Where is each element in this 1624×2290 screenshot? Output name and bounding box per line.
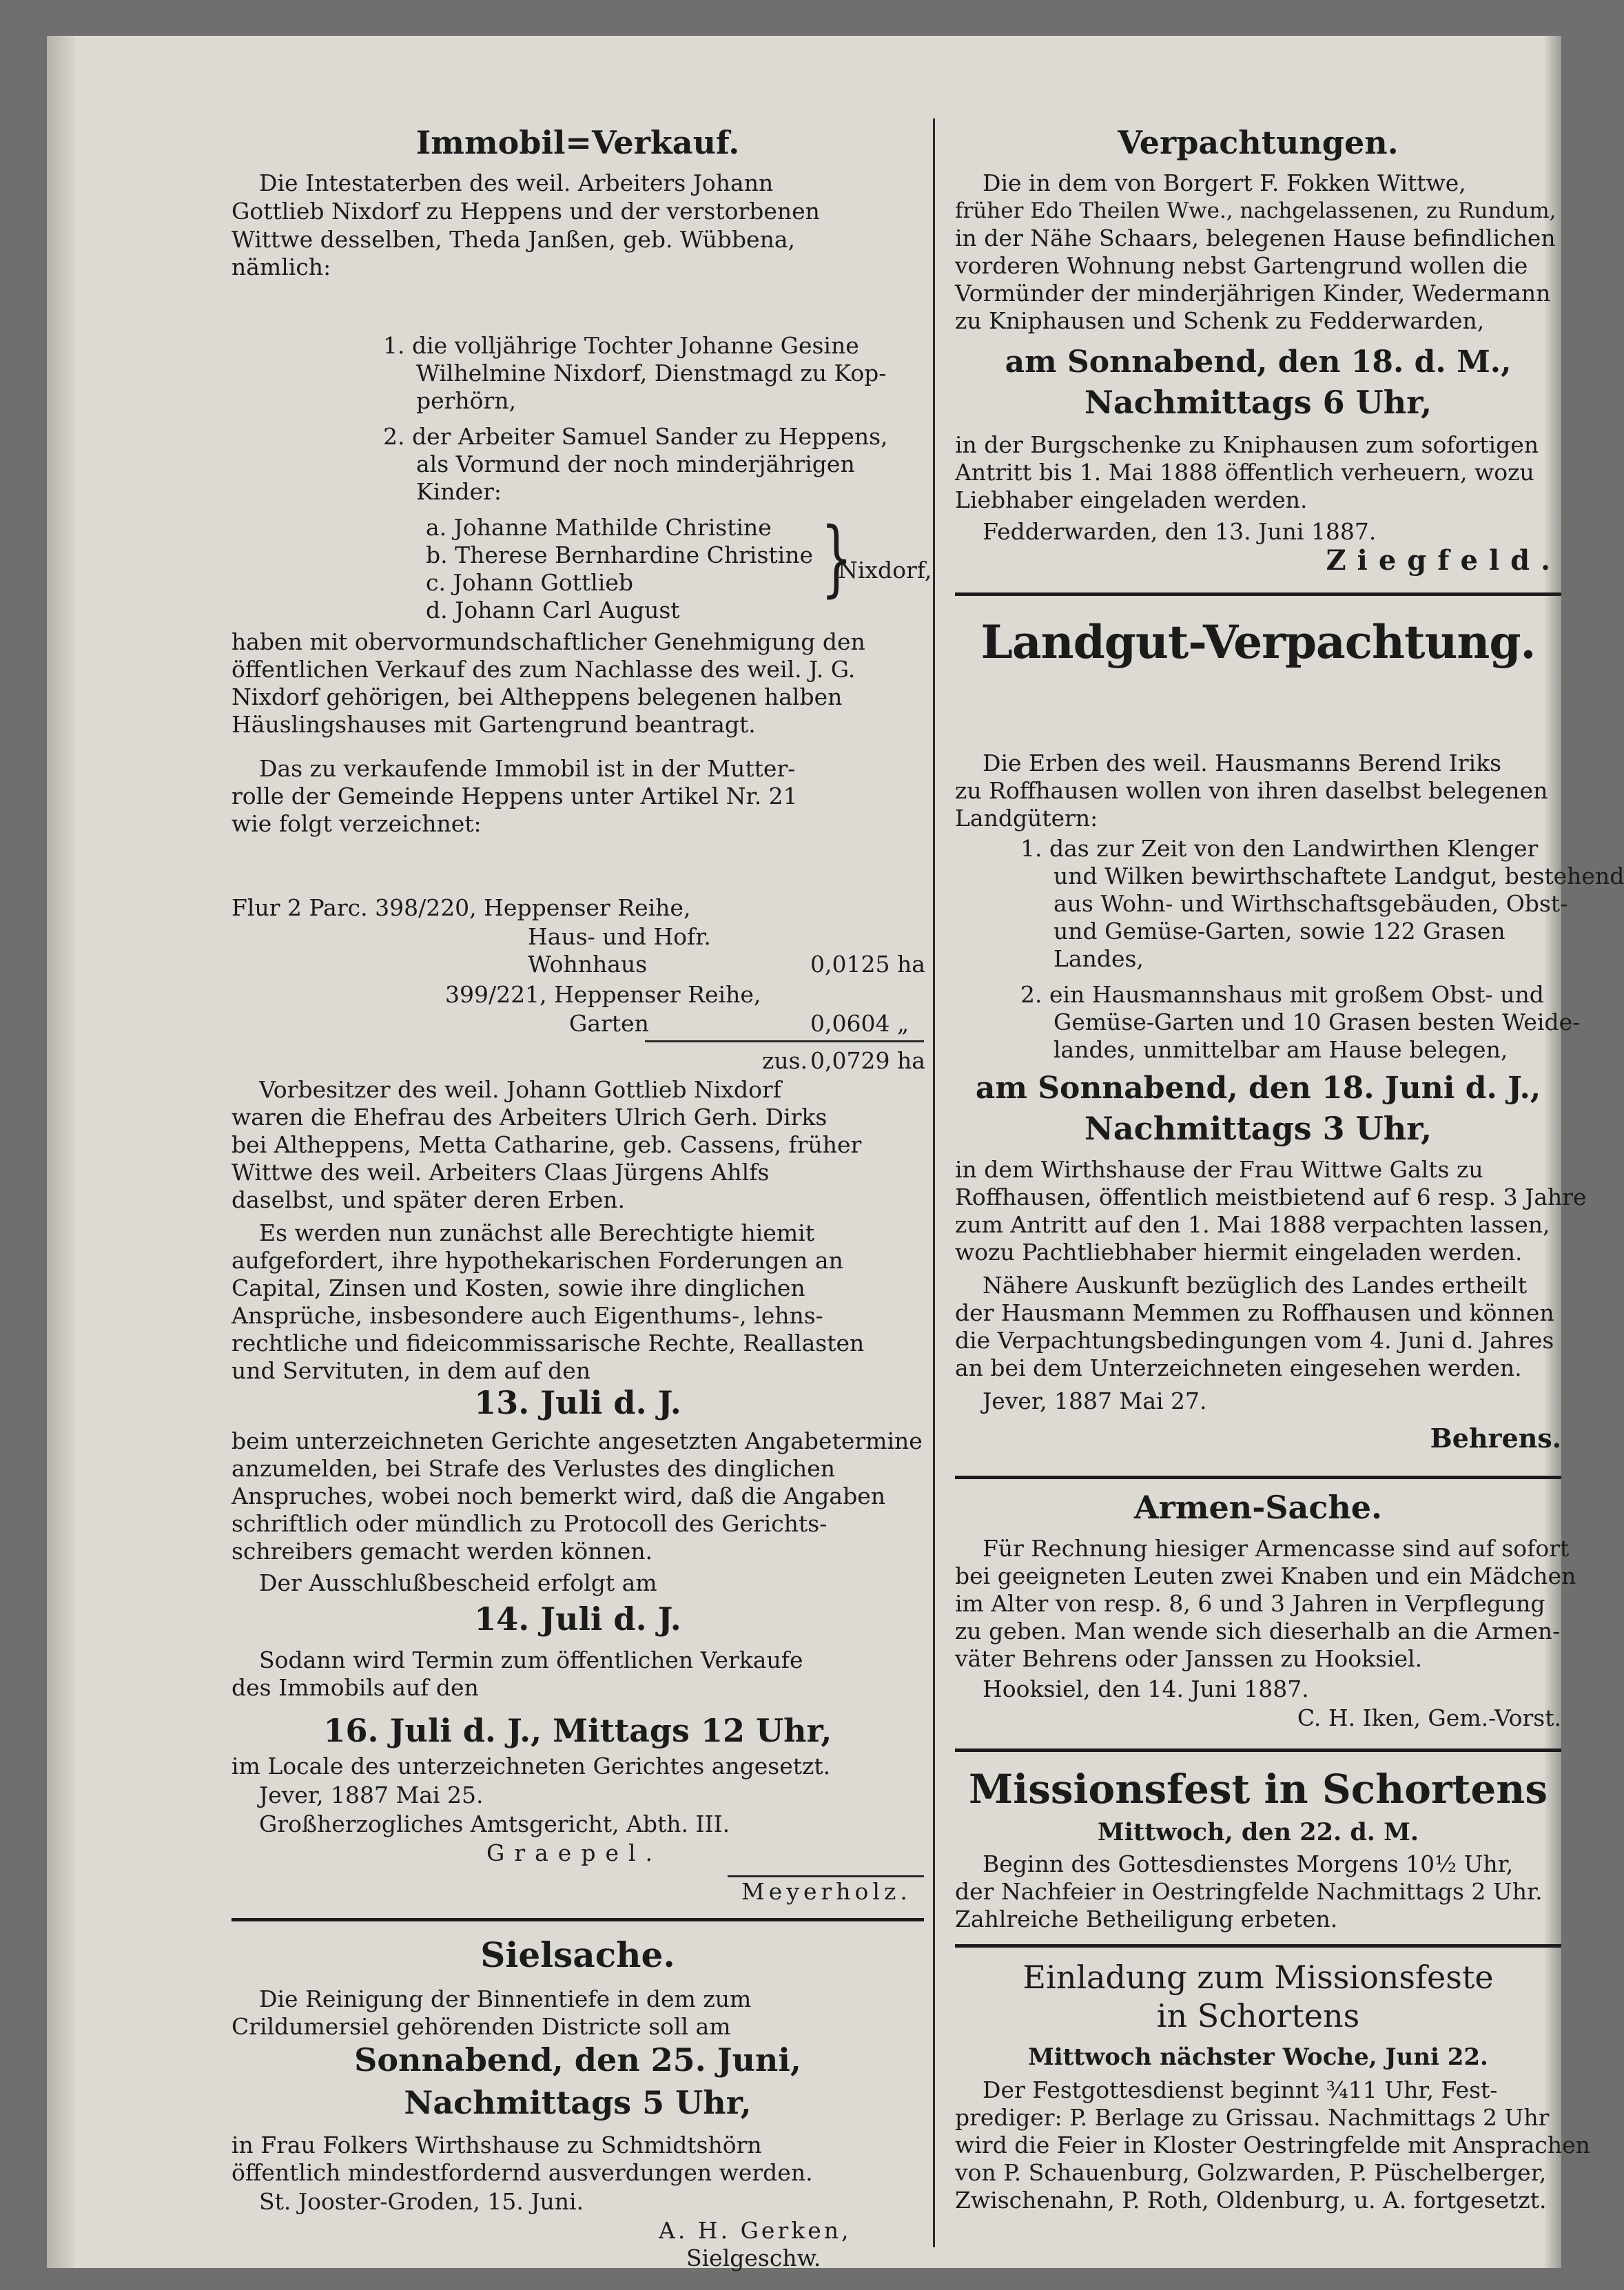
landgut-date: am Sonnabend, den 18. Juni d. J.,: [975, 1071, 1541, 1106]
list-item: d. Johann Carl August: [426, 597, 680, 623]
mission-date: Mittwoch, den 22. d. M.: [1097, 1818, 1419, 1846]
section-rule: [955, 592, 1561, 596]
siel-sign-2: Sielgeschw.: [686, 2245, 821, 2271]
immobil-judge: Graepel.: [486, 1839, 663, 1866]
page-spine: [47, 36, 74, 2268]
landgut-sign: Behrens.: [1430, 1423, 1561, 1454]
immobil-clerk: Meyerholz.: [741, 1878, 912, 1905]
column-divider: [933, 118, 935, 2247]
flur-row-1c: Wohnhaus: [528, 951, 648, 978]
flur-row-1b: Haus- und Hofr.: [528, 923, 711, 950]
list-item: c. Johann Gottlieb: [426, 569, 633, 596]
immobil-item-2: 2. der Arbeiter Samuel Sander zu Heppens, als Vormund der noch minderjährigen Kinder:: [383, 423, 888, 505]
mission-title: Missionsfest in Schortens: [968, 1766, 1548, 1813]
section-rule: [232, 1918, 924, 1921]
date-16-july: 16. Juli d. J., Mittags 12 Uhr,: [323, 1712, 832, 1749]
verp-title: Verpachtungen.: [1118, 124, 1399, 161]
armen-sign: C. H. Iken, Gem.-Vorst.: [1297, 1704, 1561, 1731]
siel-time: Nachmittags 5 Uhr,: [404, 2084, 752, 2121]
children-surname: Nixdorf,: [838, 557, 932, 584]
landgut-title: Landgut-Verpachtung.: [980, 615, 1536, 669]
siel-para: Die Reinigung der Binnentiefe in dem zum Crildumersiel gehörenden Districte soll am: [232, 1985, 752, 2040]
armen-para: Für Rechnung hiesiger Armencasse sind auf sofort bei geeigneten Leuten zwei Knaben und ein Mädchen im Alter von resp. 8, 6 und 3 Jahren in Verpflegung zu geben. Man wende sich dieserhalb an die Armen- väter Behrens oder Janssen zu Hooksiel.: [955, 1535, 1576, 1672]
immobil-para-3: Das zu verkaufende Immobil ist in der Mutter- rolle der Gemeinde Heppens unter Artikel Nr. 21 wie folgt verzeichnet:: [232, 755, 798, 837]
newspaper-page: [47, 36, 1624, 2271]
immobil-para-5: Es werden nun zunächst alle Berechtigte hiemit aufgefordert, ihre hypothekarischen Forderungen an Capital, Zinsen und Kosten, sowie ihre dinglichen Ansprüche, insbesondere auch Eigenthums-, lehns- rechtliche und fideicommissarische Rechte, Reallasten und Servituten, in dem auf den: [232, 1219, 865, 1384]
flur-row-2: 399/221, Heppenser Reihe,: [445, 981, 761, 1008]
landgut-para: Die Erben des weil. Hausmanns Berend Iriks zu Roffhausen wollen von ihren daselbst belegenen Landgütern:: [955, 750, 1548, 832]
landgut-para-2: in dem Wirthshause der Frau Wittwe Galts zu Roffhausen, öffentlich meistbietend auf 6 resp. 3 Jahre zum Antritt auf den 1. Mai 1888 verpachten lassen, wozu Pachtliebhaber hiermit eingeladen werden.: [955, 1156, 1587, 1266]
landgut-time: Nachmittags 3 Uhr,: [1084, 1110, 1432, 1147]
section-rule: [955, 1749, 1561, 1752]
mission-para: Beginn des Gottesdienstes Morgens 10½ Uhr, der Nachfeier in Oestringfelde Nachmittags 2 Uhr. Zahlreiche Betheiligung erbeten.: [955, 1850, 1543, 1932]
einladung-title-1: Einladung zum Missionsfeste: [1022, 1959, 1494, 1996]
section-rule: [955, 1476, 1561, 1479]
landgut-item-2: 2. ein Hausmannshaus mit großem Obst- und Gemüse-Garten und 10 Grasen besten Weide- landes, unmittelbar am Hause belegen,: [1020, 981, 1581, 1063]
verp-para: Die in dem von Borgert F. Fokken Wittwe, früher Edo Theilen Wwe., nachgelassenen, zu Rundum, in der Nähe Schaars, belegenen Hause befindlichen vorderen Wohnung nebst Gartengrund wollen die Vormünder der minderjährigen Kinder, Wedermann zu Kniphausen und Schenk zu Fedderwarden,: [955, 169, 1556, 334]
verp-time: Nachmittags 6 Uhr,: [1084, 384, 1432, 421]
armen-title: Armen-Sache.: [1133, 1489, 1383, 1526]
flur-row-2b: Garten: [569, 1010, 649, 1037]
flur-total-label: zus.: [762, 1047, 808, 1074]
immobil-para-9: im Locale des unterzeichneten Gerichtes angesetzt.: [232, 1753, 831, 1780]
list-item: a. Johanne Mathilde Christine: [426, 514, 772, 541]
landgut-para-3: Nähere Auskunft bezüglich des Landes ertheilt der Hausmann Memmen zu Roffhausen und können die Verpachtungsbedingungen vom 4. Juni d. Jahres an bei dem Unterzeichneten eingesehen werden.: [955, 1272, 1554, 1381]
landgut-place-date: Jever, 1887 Mai 27.: [983, 1388, 1207, 1414]
armen-place-date: Hooksiel, den 14. Juni 1887.: [983, 1675, 1309, 1702]
immobil-para-2: haben mit obervormundschaftlicher Genehmigung den öffentlichen Verkauf des zum Nachlasse des weil. J. G. Nixdorf gehörigen, bei Altheppens belegenen halben Häuslingshauses mit Gartengrund beantragt.: [232, 628, 865, 738]
siel-place-date: St. Jooster-Groden, 15. Juni.: [259, 2188, 584, 2215]
sum-rule: [645, 1040, 924, 1042]
immobil-court: Großherzogliches Amtsgericht, Abth. III.: [259, 1811, 730, 1837]
immobil-item-1: 1. die volljährige Tochter Johanne Gesine Wilhelmine Nixdorf, Dienstmagd zu Kop- perhörn,: [383, 332, 887, 414]
list-item: b. Therese Bernhardine Christine: [426, 541, 813, 568]
immobil-para-6: beim unterzeichneten Gerichte angesetzten Angabetermine anzumelden, bei Strafe des Verlustes des dinglichen Anspruches, wobei noch bemerkt wird, daß die Angaben schriftlich oder mündlich zu Protocoll des Gerichts- schreibers gemacht werden können.: [232, 1427, 923, 1565]
verp-para-2: in der Burgschenke zu Kniphausen zum sofortigen Antritt bis 1. Mai 1888 öffentlich verheuern, wozu Liebhaber eingeladen werden.: [955, 431, 1539, 513]
section-rule: [955, 1944, 1561, 1948]
landgut-item-1: 1. das zur Zeit von den Landwirthen Klenger und Wilken bewirthschaftete Landgut, bestehend aus Wohn- und Wirthschaftsgebäuden, Obst- und Gemüse-Garten, sowie 122 Grasen Landes,: [1020, 835, 1624, 972]
immobil-place-date: Jever, 1887 Mai 25.: [259, 1782, 484, 1808]
date-13-july: 13. Juli d. J.: [474, 1384, 681, 1421]
einladung-title-2: in Schortens: [1156, 1997, 1360, 2034]
flur-row-2b-value: 0,0604 „: [810, 1010, 909, 1037]
flur-row-1c-value: 0,0125 ha: [810, 951, 925, 978]
clerk-rule: [728, 1875, 924, 1877]
immobil-title: Immobil=Verkauf.: [415, 124, 740, 161]
brace: }: [821, 510, 853, 606]
siel-date: Sonnabend, den 25. Juni,: [354, 2041, 801, 2078]
siel-title: Sielsache.: [480, 1935, 675, 1975]
verp-sign: Ziegfeld.: [1326, 544, 1561, 577]
siel-para-2: in Frau Folkers Wirthshause zu Schmidtshörn öffentlich mindestfordernd ausverdungen werden.: [232, 2132, 813, 2186]
einladung-para: Der Festgottesdienst beginnt ¾11 Uhr, Fest- prediger: P. Berlage zu Grissau. Nachmittags 2 Uhr wird die Feier in Kloster Oestringfelde mit Ansprachen von P. Schauenburg, Golzwarden, P. Püschelberger, Zwischenahn, P. Roth, Oldenburg, u. A. fortgesetzt.: [955, 2076, 1590, 2214]
flur-row-1: Flur 2 Parc. 398/220, Heppenser Reihe,: [232, 894, 691, 921]
children-list: [426, 514, 813, 624]
verp-date: am Sonnabend, den 18. d. M.,: [1005, 344, 1512, 380]
immobil-para-7: Der Ausschlußbescheid erfolgt am: [259, 1569, 657, 1596]
einladung-date: Mittwoch nächster Woche, Juni 22.: [1028, 2043, 1488, 2071]
verp-place-date: Fedderwarden, den 13. Juni 1887.: [983, 518, 1377, 545]
siel-sign-1: A. H. Gerken,: [659, 2217, 852, 2244]
flur-total-value: 0,0729 ha: [810, 1047, 925, 1074]
date-14-july: 14. Juli d. J.: [474, 1600, 681, 1638]
immobil-intro: Die Intestaterben des weil. Arbeiters Johann Gottlieb Nixdorf zu Heppens und der verstorbenen Wittwe desselben, Theda Janßen, geb. Wübbena, nämlich:: [232, 169, 820, 280]
immobil-para-8: Sodann wird Termin zum öffentlichen Verkaufe des Immobils auf den: [232, 1647, 803, 1701]
immobil-para-4: Vorbesitzer des weil. Johann Gottlieb Nixdorf waren die Ehefrau des Arbeiters Ulrich Gerh. Dirks bei Altheppens, Metta Catharine, geb. Cassens, früher Wittwe des weil. Arbeiters Claas Jürgens Ahlfs daselbst, und später deren Erben.: [232, 1076, 862, 1213]
